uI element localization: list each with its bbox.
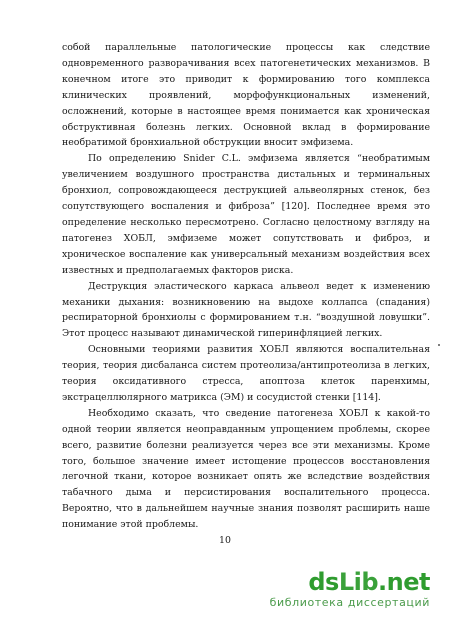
paragraph-3: Деструкция эластического каркаса альвеол ведет к изменению механики дыхания: возникновению на выдохе коллапса (спадания) респираторной бронхиолы с формированием т.н. “воздушной ловушки”. Этот процесс называют динамической гиперинфляцией легких. [62,280,430,340]
dslib-watermark [222,568,432,612]
logo-ds: ds [308,568,339,596]
document-body [62,40,430,533]
dslib-logo [308,568,430,596]
logo-dot: . [378,568,387,596]
margin-dot [438,344,440,346]
page-number: 10 [219,535,231,546]
logo-net: net [386,568,430,596]
watermark-tagline: библиотека диссертаций [269,596,430,609]
paragraph-1: собой параллельные патологические процессы как следствие одновременного разворачивания всех патогенетических механизмов. В конечном итоге это приводит к формированию того комплекса клинических проявлений, морфофункциональных изменений, осложнений, которые в настоящее время понимается как хроническая обструктивная болезнь легких. Основной вклад в формирование необратимой бронхиальной обструкции вносит эмфизема. [62,42,430,149]
logo-lib: Lib [338,568,379,596]
paragraph-2: По определению Snider C.L. эмфизема является “необратимым увеличением воздушного пространства дистальных и терминальных бронхиол, сопровождающееся деструкцией альвеолярных стенок, без сопутствующего воспаления и фиброза” [120]. Последнее время это определение несколько пересмотрено. Согласно целостному взгляду на патогенез ХОБЛ, эмфиземе может сопутствовать и фиброз, и хроническое воспаление как универсальный механизм воздействия всех известных и предполагаемых факторов риска. [62,153,430,276]
paragraph-4: Основными теориями развития ХОБЛ являются воспалительная теория, теория дисбаланса систем протеолиза/антипротеолиза в легких, теория оксидативного стресса, апоптоза клеток паренхимы, экстрацеллюлярного матрикса (ЭМ) и сосудистой стенки [114]. [62,344,430,403]
paragraph-5: Необходимо сказать, что сведение патогенеза ХОБЛ к какой-то одной теории является неоправданным упрощением проблемы, скорее всего, развитие болезни реализуется через все эти механизмы. Кроме того, большое значение имеет истощение процессов восстановления легочной ткани, которое возникает опять же вследствие воздействия табачного дыма и персистирования воспалительного процесса. Вероятно, что в дальнейшем научные знания позволят расширить наше понимание этой проблемы. [62,407,430,531]
